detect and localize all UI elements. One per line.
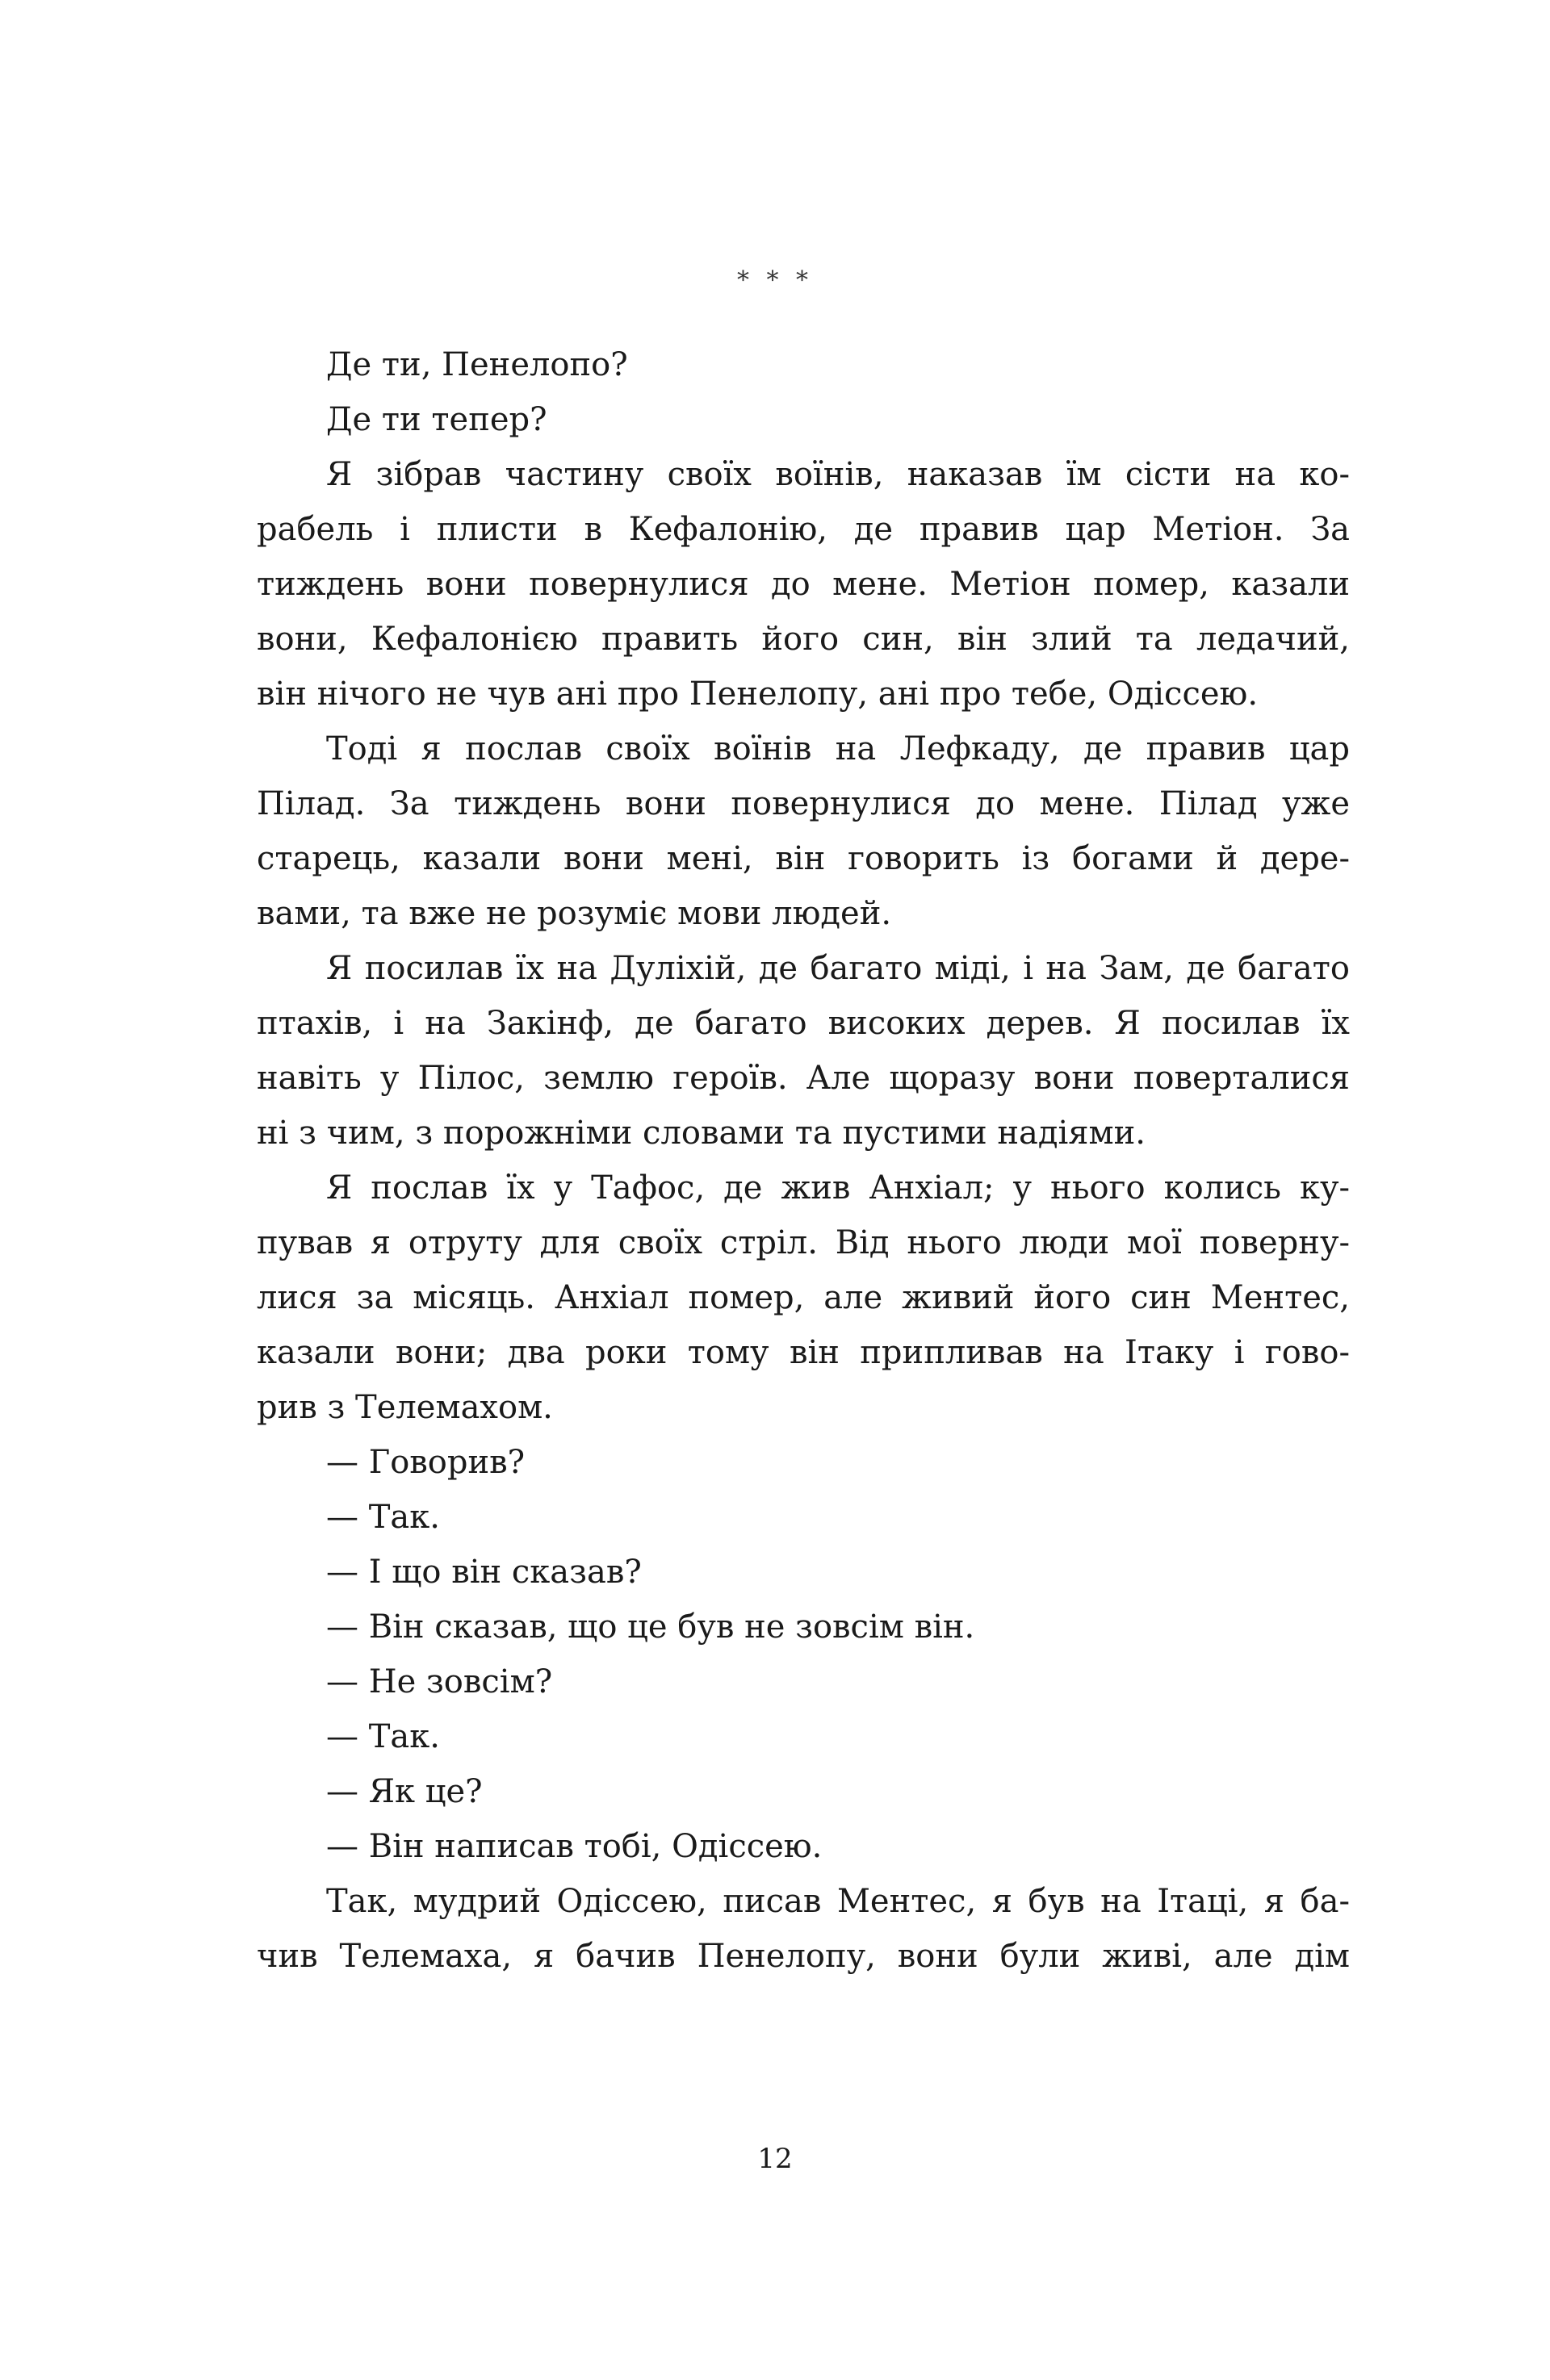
text-line: тиждень вони повернулися до мене. Метіон помер, казали — [257, 566, 1350, 603]
text-line: навіть у Пілос, землю героїв. Але щоразу вони поверталися — [257, 1060, 1350, 1097]
dialogue-line: — Як це? — [326, 1773, 483, 1810]
text-line: вони, Кефалонією править його син, він злий та ледачий, — [257, 621, 1350, 658]
section-separator: * * * — [736, 266, 814, 295]
text-line: вами, та вже не розуміє мови людей. — [257, 895, 892, 932]
text-line: лися за місяць. Анхіал помер, але живий його син Ментес, — [257, 1279, 1350, 1316]
text-line: Пілад. За тиждень вони повернулися до мене. Пілад уже — [257, 785, 1350, 822]
dialogue-line: — Так. — [326, 1499, 440, 1536]
dialogue-line: — І що він сказав? — [326, 1554, 642, 1591]
text-line: ні з чим, з порожніми словами та пустими надіями. — [257, 1115, 1146, 1152]
text-line: рив з Телемахом. — [257, 1389, 553, 1426]
text-line: Так, мудрий Одіссею, писав Ментес, я був на Ітаці, я ба- — [326, 1883, 1350, 1920]
text-line: Де ти, Пенелопо? — [326, 346, 628, 383]
dialogue-line: — Він сказав, що це був не зовсім він. — [326, 1608, 975, 1646]
text-line: казали вони; два роки тому він припливав на Ітаку і гово- — [257, 1334, 1350, 1371]
dialogue-line: — Так. — [326, 1718, 440, 1755]
text-line: Тоді я послав своїх воїнів на Лефкаду, де правив цар — [326, 730, 1350, 768]
text-line: він нічого не чув ані про Пенелопу, ані про тебе, Одіссею. — [257, 676, 1259, 713]
text-line: Я зібрав частину своїх воїнів, наказав їм сісти на ко- — [326, 456, 1350, 493]
text-line: пував я отруту для своїх стріл. Від нього люди мої поверну- — [257, 1224, 1350, 1261]
text-line: Я послав їх у Тафос, де жив Анхіал; у нього колись ку- — [326, 1169, 1350, 1207]
dialogue-line: — Він написав тобі, Одіссею. — [326, 1828, 823, 1865]
body-text — [257, 337, 1350, 1984]
text-line: старець, казали вони мені, він говорить із богами й дере- — [257, 840, 1350, 877]
page-number: 12 — [757, 2143, 793, 2175]
text-line: птахів, і на Закінф, де багато високих дерев. Я посилав їх — [257, 1005, 1350, 1042]
text-line: Я посилав їх на Дуліхій, де багато міді, і на Зам, де багато — [326, 950, 1350, 987]
text-line: Де ти тепер? — [326, 401, 547, 438]
dialogue-line: — Не зовсім? — [326, 1663, 553, 1700]
dialogue-line: — Говорив? — [326, 1444, 526, 1481]
text-line: чив Телемаха, я бачив Пенелопу, вони були живі, але дім — [257, 1938, 1350, 1975]
text-line: рабель і плисти в Кефалонію, де правив цар Метіон. За — [257, 511, 1350, 548]
